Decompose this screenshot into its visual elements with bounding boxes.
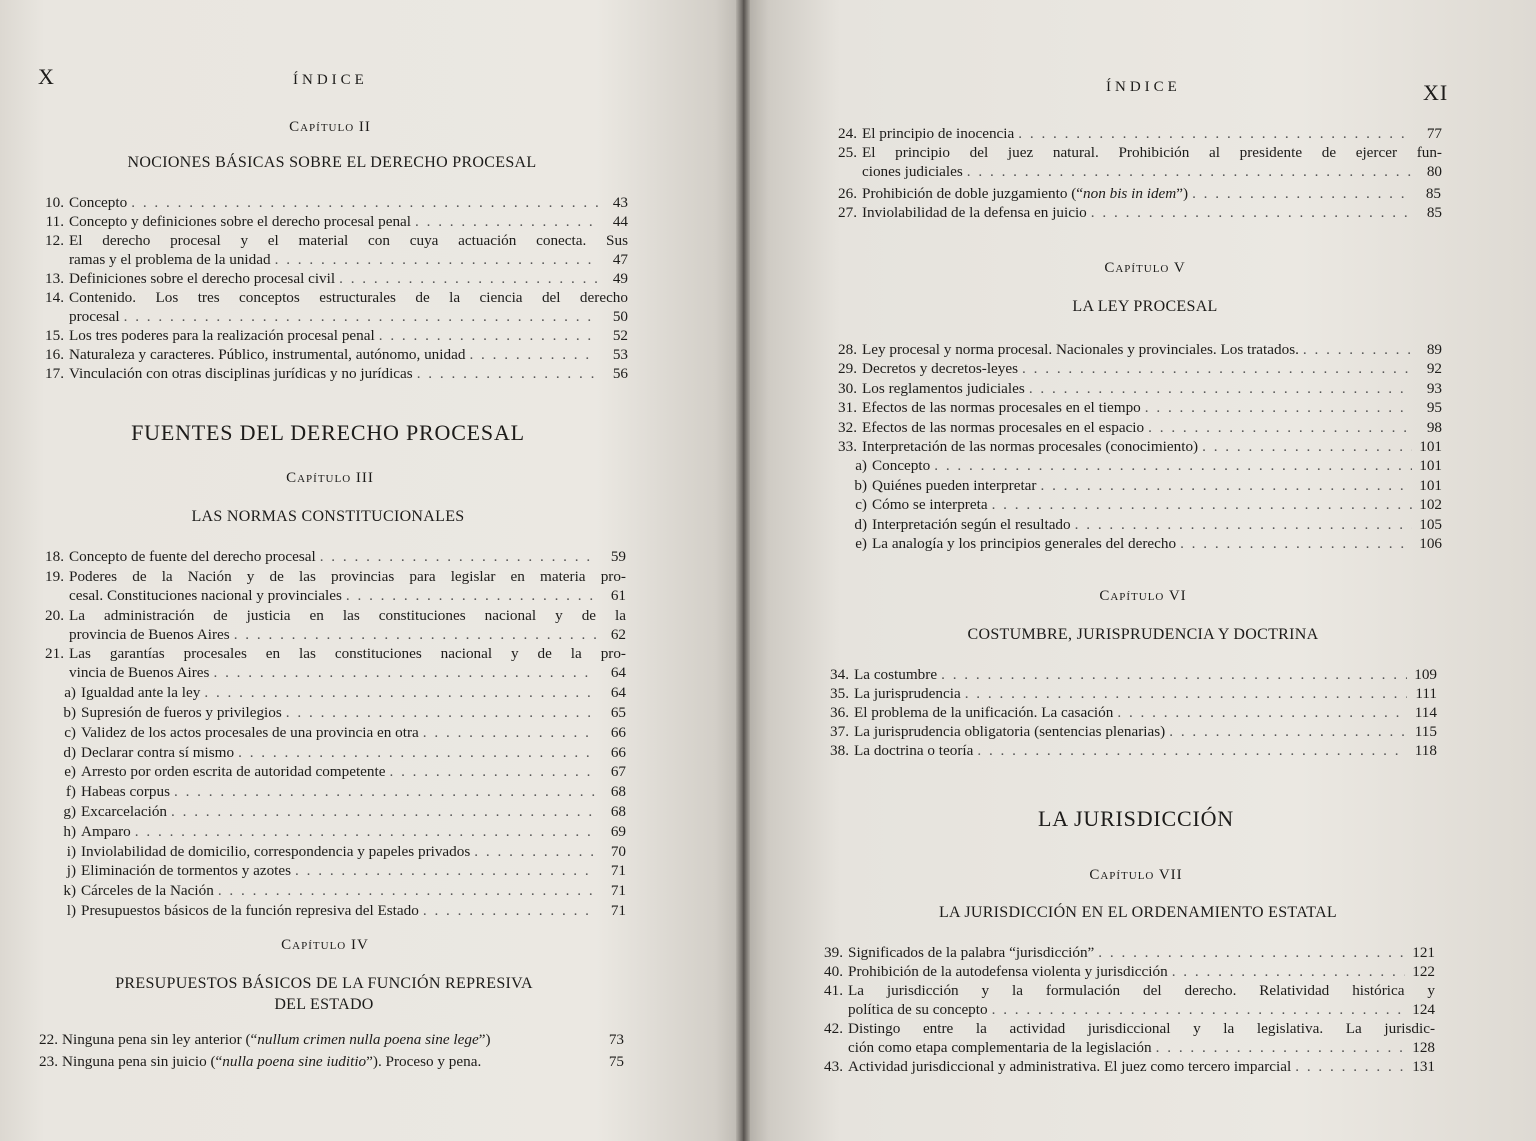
page-ref: 47	[612, 251, 628, 268]
dot-leader	[213, 663, 596, 682]
page-ref: 85	[1426, 204, 1442, 221]
entry-number: 37.	[830, 723, 849, 740]
dot-leader	[339, 269, 598, 288]
toc-entry	[42, 683, 626, 702]
page-ref: 61	[610, 586, 626, 604]
toc-entry	[825, 398, 1442, 417]
entry-number: 15.	[45, 327, 64, 344]
entry-number: f)	[65, 783, 76, 801]
page-ref: 111	[1415, 685, 1437, 702]
page-ref: 106	[1419, 535, 1442, 552]
dot-leader	[1098, 943, 1405, 962]
dot-leader	[346, 586, 596, 605]
dot-leader	[415, 212, 598, 231]
running-head: ÍNDICE	[293, 72, 368, 88]
book-gutter	[736, 0, 750, 1141]
running-head: ÍNDICE	[1106, 79, 1181, 95]
page-ref: 53	[612, 346, 628, 363]
entry-number: k)	[63, 882, 76, 900]
dot-leader	[1040, 476, 1412, 495]
toc-entry	[811, 1057, 1435, 1076]
entry-number: g)	[63, 803, 76, 820]
entry-text: Concepto	[69, 194, 128, 211]
entry-number: 40.	[824, 963, 843, 980]
entry-number: c)	[64, 723, 76, 741]
entry-number: 28.	[838, 341, 857, 358]
toc-entry	[30, 345, 628, 364]
dot-leader	[124, 307, 598, 326]
entry-text: cesal. Constituciones nacional y provinciales	[69, 586, 342, 604]
entry-text: provincia de Buenos Aires	[69, 625, 230, 643]
entry-text: Vinculación con otras disciplinas jurídicas y no jurídicas	[69, 365, 413, 382]
dot-leader	[295, 861, 596, 880]
toc-entry	[30, 193, 628, 212]
dot-leader	[171, 802, 596, 821]
toc-entry	[42, 842, 626, 861]
right-page	[745, 0, 1536, 1141]
toc-entry	[825, 359, 1442, 378]
toc-entry	[30, 212, 628, 231]
dot-leader	[1172, 962, 1405, 981]
page-ref: 66	[610, 723, 626, 741]
toc-entry	[42, 743, 626, 762]
toc-entry	[30, 567, 626, 605]
page-ref: 77	[1426, 125, 1442, 142]
dot-leader	[1022, 359, 1412, 378]
toc-entry	[835, 495, 1442, 514]
toc-entry	[30, 326, 628, 345]
entry-number: 30.	[838, 379, 857, 397]
page-ref: 80	[1426, 163, 1442, 180]
entry-text: La doctrina o teoría	[854, 742, 974, 759]
dot-leader	[234, 625, 596, 644]
page-ref: 68	[610, 803, 626, 820]
entry-number: 17.	[45, 365, 64, 382]
page-ref: 66	[610, 743, 626, 761]
page-ref: 43	[612, 194, 628, 211]
entry-text: procesal	[69, 308, 120, 325]
page-ref: 118	[1414, 742, 1437, 759]
dot-leader	[1091, 203, 1412, 222]
dot-leader	[131, 193, 598, 212]
entry-text: La costumbre	[854, 666, 938, 683]
entry-number: 39.	[824, 944, 843, 961]
dot-leader	[1180, 534, 1412, 553]
toc-entry	[42, 822, 626, 841]
dot-leader	[1156, 1038, 1405, 1057]
dot-leader	[992, 495, 1412, 514]
entry-number: 18.	[45, 548, 64, 565]
page-ref: 62	[610, 625, 626, 643]
page-ref: 93	[1426, 379, 1442, 397]
entry-text: Habeas corpus	[81, 783, 170, 801]
chapter-title: LA JURISDICCIÓN EN EL ORDENAMIENTO ESTATAL	[938, 904, 1338, 921]
page-ref: 56	[612, 365, 628, 382]
entry-text: Cárceles de la Nación	[81, 882, 214, 900]
chapter-title: COSTUMBRE, JURISPRUDENCIA Y DOCTRINA	[967, 626, 1319, 643]
dot-leader	[135, 822, 596, 841]
entry-text: La jurisdicción y la formulación del derecho. Relatividad histórica y	[848, 982, 1435, 999]
dot-leader	[474, 842, 596, 861]
entry-text: La analogía y los principios generales del derecho	[872, 535, 1177, 552]
entry-text: Contenido. Los tres conceptos estructurales de la ciencia del derecho	[69, 289, 628, 306]
entry-text: Efectos de las normas procesales en el espacio	[862, 418, 1145, 436]
toc-entry	[817, 703, 1437, 722]
entry-text: Eliminación de tormentos y azotes	[81, 862, 292, 880]
entry-text: Supresión de fueros y privilegios	[81, 704, 282, 721]
entry-text: Interpretación de las normas procesales (conocimiento)	[862, 438, 1199, 455]
entry-text: ramas y el problema de la unidad	[69, 251, 271, 268]
entry-text: política de su concepto	[848, 1001, 988, 1018]
dot-leader	[204, 683, 596, 702]
toc-entry	[42, 762, 626, 781]
entry-text: Decretos y decretos-leyes	[862, 360, 1019, 378]
page-ref: 89	[1426, 341, 1442, 358]
entry-number: 13.	[45, 270, 64, 287]
dot-leader	[469, 345, 598, 364]
toc-entry	[30, 269, 628, 288]
page-number: X	[38, 64, 55, 89]
entry-text: Inviolabilidad de domicilio, correspondencia y papeles privados	[81, 842, 471, 860]
entry-text: Distingo entre la actividad jurisdiccional y la legislativa. La jurisdic-	[848, 1020, 1435, 1037]
dot-leader	[174, 782, 596, 801]
entry-text: Los tres poderes para la realización procesal penal	[69, 327, 375, 344]
entry-number: b)	[63, 704, 76, 721]
page-ref: 98	[1426, 418, 1442, 436]
left-page	[0, 0, 745, 1141]
toc-entry	[42, 802, 626, 821]
entry-number: 20.	[45, 606, 64, 624]
toc-entry	[825, 418, 1442, 437]
entry-number: 36.	[830, 704, 849, 721]
page-ref: 49	[612, 270, 628, 287]
page-ref: 101	[1419, 476, 1442, 494]
page-ref: 64	[610, 664, 626, 682]
toc-entry	[817, 665, 1437, 684]
page-ref: 65	[610, 704, 626, 721]
page-ref: 69	[610, 822, 626, 840]
chapter-title: PRESUPUESTOS BÁSICOS DE LA FUNCIÓN REPRESIVA DEL ESTADO	[115, 975, 533, 1013]
page-ref: 92	[1426, 360, 1442, 378]
dot-leader	[1202, 437, 1412, 456]
page-ref: 64	[610, 684, 626, 702]
toc-entry	[825, 124, 1442, 143]
entry-text: Interpretación según el resultado	[872, 515, 1071, 533]
page-ref: 52	[612, 327, 628, 344]
entry-number: d)	[854, 515, 867, 533]
entry-number: 34.	[830, 666, 849, 683]
entry-text: Declarar contra sí mismo	[81, 743, 235, 761]
toc-entry	[42, 901, 626, 920]
toc-entry	[811, 981, 1435, 1019]
page-ref: 101	[1419, 438, 1442, 455]
entry-text: ción como etapa complementaria de la legislación	[848, 1039, 1152, 1056]
entry-text: Validez de los actos procesales de una provincia en otra	[81, 723, 419, 741]
toc-entry	[817, 741, 1437, 760]
dot-leader	[1148, 418, 1412, 437]
page-ref: 114	[1414, 704, 1437, 721]
dot-leader	[1169, 722, 1407, 741]
toc-entry	[30, 288, 628, 326]
toc-entry	[835, 534, 1442, 553]
section-title: FUENTES DEL DERECHO PROCESAL	[131, 420, 525, 445]
toc-entry	[30, 644, 626, 682]
page-ref: 71	[610, 902, 626, 919]
page-ref: 71	[610, 882, 626, 900]
entry-number: a)	[855, 457, 867, 475]
chapter-label: Capítulo VI	[1099, 588, 1187, 604]
entry-number: 33.	[838, 438, 857, 455]
entry-text: Significados de la palabra “jurisdicción”	[848, 944, 1095, 961]
entry-text: La administración de justicia en las constituciones nacional y de la	[69, 606, 626, 624]
toc-entry	[811, 1019, 1435, 1057]
entry-number: 38.	[830, 742, 849, 759]
toc-entry	[825, 340, 1442, 359]
entry-text: El principio del juez natural. Prohibición al presidente de ejercer fun-	[862, 144, 1442, 161]
entry-number: e)	[855, 535, 867, 552]
toc-entry	[42, 703, 626, 722]
entry-text: Amparo	[81, 822, 131, 840]
page-ref: 44	[612, 213, 628, 230]
entry-text: Definiciones sobre el derecho procesal civil	[69, 270, 336, 287]
toc-entry: 26. Prohibición de doble juzgamiento (“non bis in idem”) . . . 85	[825, 184, 1441, 203]
entry-number: 35.	[830, 685, 849, 702]
entry-text: Concepto	[872, 457, 931, 475]
dot-leader	[423, 723, 596, 742]
page-ref: 70	[610, 842, 626, 860]
dot-leader	[1117, 703, 1407, 722]
entry-number: 16.	[45, 346, 64, 363]
page-ref: 121	[1412, 944, 1435, 961]
dot-leader	[977, 741, 1407, 760]
entry-number: 12.	[45, 232, 64, 249]
entry-number: h)	[63, 822, 76, 840]
entry-text: Los reglamentos judiciales	[862, 379, 1025, 397]
page-number: XI	[1423, 80, 1449, 105]
entry-text: Naturaleza y caracteres. Público, instrumental, autónomo, unidad	[69, 346, 466, 363]
entry-text: La jurisprudencia obligatoria (sentencias plenarias)	[854, 723, 1166, 740]
dot-leader	[379, 326, 598, 345]
dot-leader	[1295, 1057, 1405, 1076]
entry-number: 11.	[45, 213, 64, 230]
entry-text: Quiénes pueden interpretar	[872, 476, 1037, 494]
dot-leader	[286, 703, 596, 722]
entry-number: 32.	[838, 418, 857, 436]
dot-leader	[934, 456, 1412, 475]
page-ref: 124	[1412, 1001, 1435, 1018]
entry-number: e)	[64, 763, 76, 781]
chapter-label: Capítulo VII	[1089, 867, 1183, 883]
dot-leader	[1029, 379, 1412, 398]
entry-text: Actividad jurisdiccional y administrativa. El juez como tercero imparcial	[848, 1058, 1292, 1075]
entry-text: Arresto por orden escrita de autoridad competente	[81, 763, 386, 781]
entry-number: 43.	[824, 1058, 843, 1075]
dot-leader	[965, 684, 1407, 703]
entry-number: i)	[66, 842, 76, 860]
page-ref: 95	[1426, 399, 1442, 417]
entry-number: 24.	[838, 125, 857, 142]
entry-number: 41.	[824, 982, 843, 999]
entry-text: Las garantías procesales en las constituciones nacional y de la pro-	[69, 645, 626, 663]
dot-leader	[992, 1000, 1405, 1019]
toc-entry	[42, 723, 626, 742]
dot-leader	[218, 881, 596, 900]
entry-number: 27.	[838, 204, 857, 221]
toc-entry	[817, 684, 1437, 703]
entry-number: 31.	[838, 399, 857, 417]
entry-number: a)	[64, 684, 76, 702]
entry-number: 29.	[838, 360, 857, 378]
toc-entry	[42, 861, 626, 880]
toc-entry	[817, 722, 1437, 741]
page-ref: 128	[1412, 1039, 1435, 1056]
entry-number: l)	[66, 902, 76, 919]
toc-entry	[30, 231, 628, 269]
chapter-label: Capítulo IV	[281, 937, 369, 953]
page-ref: 50	[612, 308, 628, 325]
entry-text: Concepto y definiciones sobre el derecho procesal penal	[69, 213, 412, 230]
toc-entry	[835, 456, 1442, 475]
toc-entry	[835, 476, 1442, 495]
entry-number: d)	[63, 743, 76, 761]
dot-leader	[967, 162, 1412, 181]
toc-entry	[30, 547, 626, 566]
toc-entry	[811, 962, 1435, 981]
page-ref: 68	[610, 783, 626, 801]
dot-leader	[1018, 124, 1412, 143]
toc-entry	[811, 943, 1435, 962]
page-ref: 122	[1412, 963, 1435, 980]
entry-text: El principio de inocencia	[862, 125, 1015, 142]
dot-leader	[941, 665, 1407, 684]
section-title: LA JURISDICCIÓN	[1038, 806, 1234, 831]
toc-entry	[835, 515, 1442, 534]
dot-leader	[423, 901, 596, 920]
entry-number: b)	[854, 476, 867, 494]
entry-number: 42.	[824, 1020, 843, 1037]
entry-number: 14.	[45, 289, 64, 306]
entry-text: vincia de Buenos Aires	[69, 664, 210, 682]
entry-text: Efectos de las normas procesales en el tiempo	[862, 399, 1141, 417]
toc-entry	[825, 437, 1442, 456]
page-ref: 67	[610, 763, 626, 781]
toc-entry	[825, 379, 1442, 398]
page-ref: 101	[1419, 457, 1442, 475]
page-ref: 105	[1419, 515, 1442, 533]
entry-number: 21.	[45, 645, 64, 663]
toc-entry	[825, 203, 1442, 222]
entry-text: El problema de la unificación. La casación	[854, 704, 1114, 721]
entry-text: Presupuestos básicos de la función represiva del Estado	[81, 902, 419, 919]
chapter-label: Capítulo III	[286, 470, 374, 486]
page-ref: 115	[1414, 723, 1437, 740]
chapter-title: LAS NORMAS CONSTITUCIONALES	[191, 508, 465, 525]
entry-text: La jurisprudencia	[854, 685, 961, 702]
entry-number: 10.	[45, 194, 64, 211]
toc-entry	[30, 606, 626, 644]
toc-entry	[825, 143, 1442, 181]
entry-text: Ley procesal y norma procesal. Nacionales y provinciales. Los tratados.	[862, 341, 1299, 358]
chapter-title: NOCIONES BÁSICAS SOBRE EL DERECHO PROCESAL	[127, 154, 537, 171]
entry-text: Cómo se interpreta	[872, 496, 988, 514]
toc-entry: 23. Ninguna pena sin juicio (“nulla poena sine iuditio”). Proceso y pena. 75	[39, 1053, 624, 1070]
dot-leader	[1303, 340, 1412, 359]
chapter-label: Capítulo II	[289, 119, 371, 135]
page-ref: 131	[1412, 1058, 1435, 1075]
toc-entry	[42, 881, 626, 900]
entry-text: Poderes de la Nación y de las provincias para legislar en materia pro-	[69, 567, 626, 585]
entry-text: Inviolabilidad de la defensa en juicio	[862, 204, 1087, 221]
toc-entry	[42, 782, 626, 801]
page-ref: 109	[1414, 666, 1437, 683]
entry-number: j)	[66, 862, 76, 880]
dot-leader	[320, 547, 596, 566]
entry-text: Concepto de fuente del derecho procesal	[69, 548, 316, 565]
dot-leader	[275, 250, 598, 269]
entry-text: Igualdad ante la ley	[81, 684, 201, 702]
toc-entry	[30, 364, 628, 383]
entry-number: 19.	[45, 567, 64, 585]
chapter-title: LA LEY PROCESAL	[1072, 298, 1218, 315]
toc-entry: 22. Ninguna pena sin ley anterior (“nullum crimen nulla poena sine lege”) 73	[39, 1031, 624, 1048]
entry-text: Prohibición de la autodefensa violenta y jurisdicción	[848, 963, 1168, 980]
dot-leader	[1145, 398, 1412, 417]
page-ref: 102	[1419, 496, 1442, 514]
entry-number: 25.	[838, 144, 857, 161]
dot-leader	[1075, 515, 1412, 534]
page-ref: 71	[610, 862, 626, 880]
dot-leader	[389, 762, 596, 781]
entry-number: c)	[855, 496, 867, 514]
dot-leader	[417, 364, 598, 383]
entry-text: ciones judiciales	[862, 163, 963, 180]
chapter-label: Capítulo V	[1104, 260, 1186, 276]
page-ref: 59	[610, 548, 626, 565]
entry-text: El derecho procesal y el material con cuya actuación conecta. Sus	[69, 232, 628, 249]
dot-leader	[238, 743, 596, 762]
entry-text: Excarcelación	[81, 803, 168, 820]
